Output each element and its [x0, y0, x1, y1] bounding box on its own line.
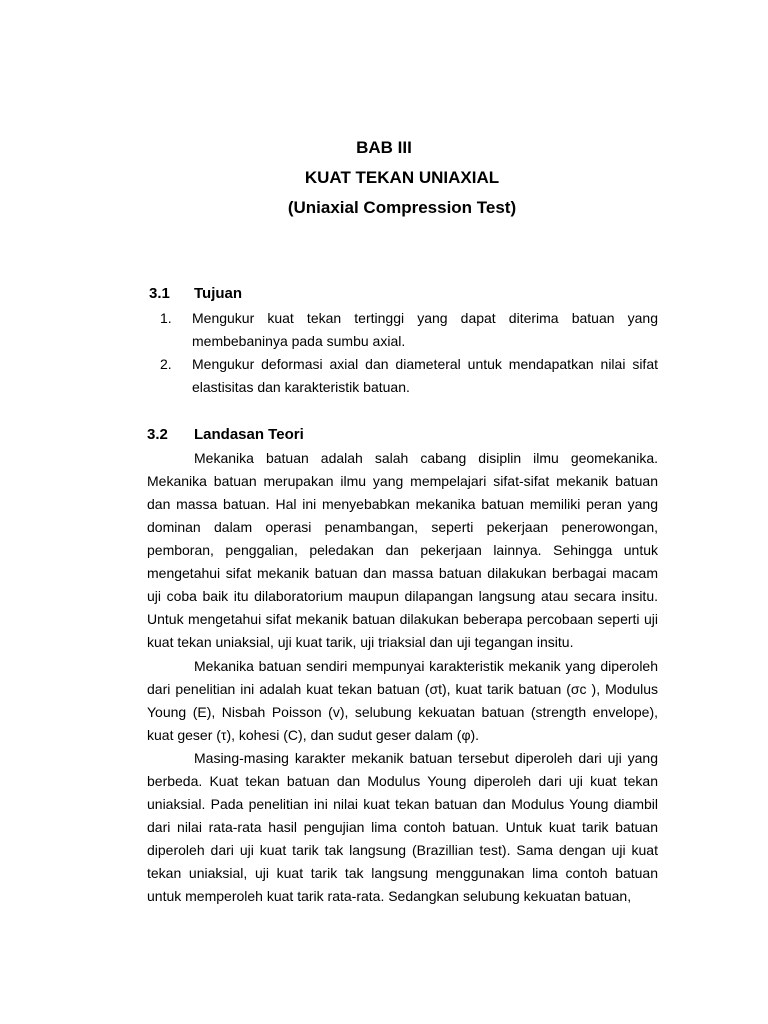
body-paragraph: Mekanika batuan sendiri mempunyai karakteristik mekanik yang diperoleh dari penelitian ini adalah kuat tekan batuan (σt), kuat tarik batuan (σc ), Modulus Young (E), Nisbah Poisson (v), selubung kekuatan batuan (strength envelope), kuat geser (τ), kohesi (C), dan sudut geser dalam (φ).	[147, 658, 658, 743]
chapter-subtitle: (Uniaxial Compression Test)	[287, 198, 517, 217]
list-item-number: 2.	[160, 356, 172, 372]
list-item-number: 1.	[160, 310, 172, 326]
section-number: 3.2	[147, 426, 168, 443]
list-item	[160, 353, 658, 399]
list-item-text: Mengukur kuat tekan tertinggi yang dapat diterima batuan yang membebaninya pada sumbu axial.	[192, 310, 658, 349]
chapter-title: KUAT TEKAN UNIAXIAL	[304, 168, 500, 187]
section-number: 3.1	[149, 285, 170, 302]
body-paragraph: Mekanika batuan adalah salah cabang disiplin ilmu geomekanika. Mekanika batuan merupakan ilmu yang mempelajari sifat-sifat mekanik batuan dan massa batuan. Hal ini menyebabkan mekanika batuan memiliki peran yang dominan dalam operasi penambangan, seperti pekerjaan penerowongan, pemboran, penggalian, peledakan dan pekerjaan lainnya. Sehingga untuk mengetahui sifat mekanik batuan dan massa batuan dilakukan berbagai macam uji coba baik itu dilaboratorium maupun dilapangan langsung atau secara insitu. Untuk mengetahui sifat mekanik batuan dilakukan beberapa percobaan seperti uji kuat tekan uniaksial, uji kuat tarik, uji triaksial dan uji tegangan insitu.	[147, 450, 658, 650]
list-item-text: Mengukur deformasi axial dan diameteral untuk mendapatkan nilai sifat elastisitas dan karakteristik batuan.	[192, 356, 658, 395]
list-item	[160, 307, 658, 353]
section-title: Tujuan	[194, 285, 243, 302]
section-title: Landasan Teori	[194, 426, 304, 443]
chapter-label: BAB III	[356, 138, 412, 157]
body-paragraph: Masing-masing karakter mekanik batuan tersebut diperoleh dari uji yang berbeda. Kuat tekan batuan dan Modulus Young diperoleh dari uji kuat tekan uniaksial. Pada penelitian ini nilai kuat tekan batuan dan Modulus Young diambil dari nilai rata-rata hasil pengujian lima contoh batuan. Untuk kuat tarik batuan diperoleh dari uji kuat tarik tak langsung (Brazillian test). Sama dengan uji kuat tekan uniaksial, uji kuat tarik tak langsung menggunakan lima contoh batuan untuk memperoleh kuat tarik rata-rata. Sedangkan selubung kekuatan batuan,	[147, 750, 658, 904]
